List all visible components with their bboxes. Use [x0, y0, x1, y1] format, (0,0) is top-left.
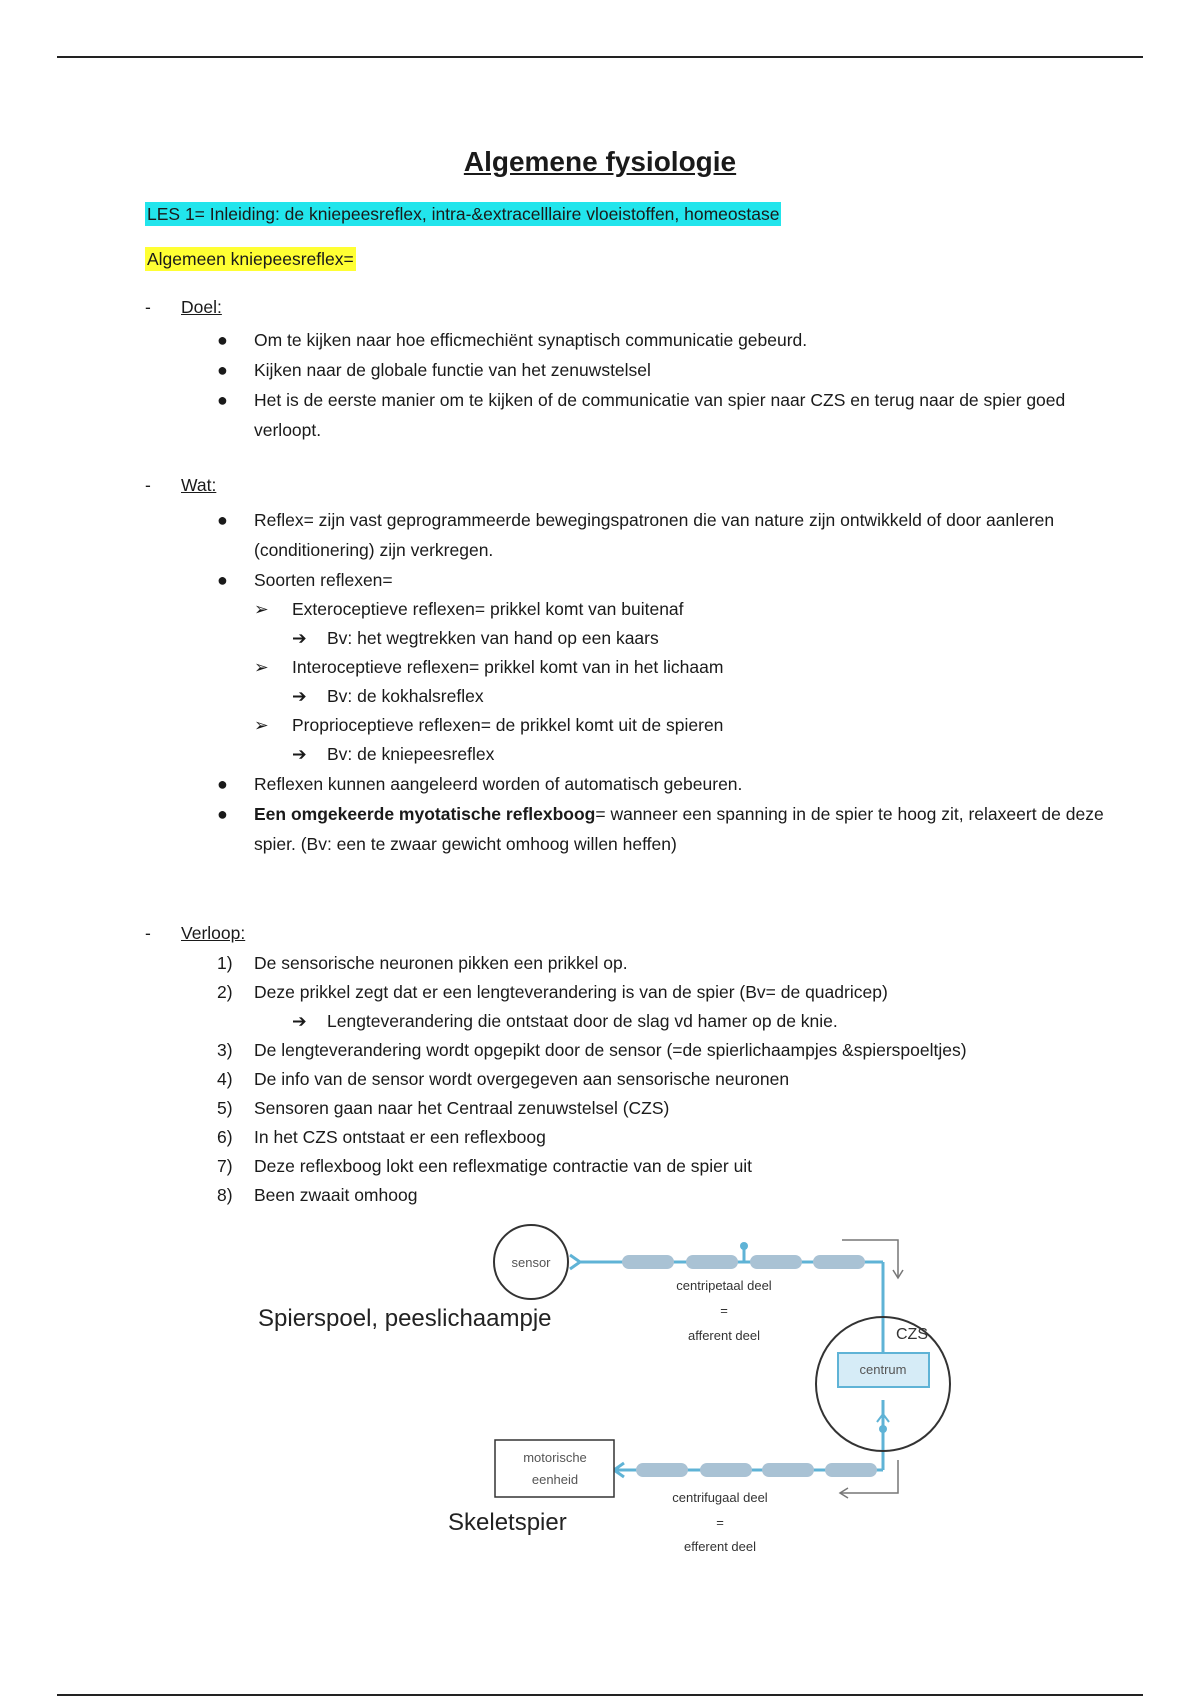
- centrifugal-label: centrifugaal deel: [672, 1490, 768, 1505]
- reflex-example: ➔ Bv: de kokhalsreflex: [205, 682, 1105, 711]
- step-item: 6) In het CZS ontstaat er een reflexboog: [217, 1127, 546, 1147]
- step-item: 7) Deze reflexboog lokt een reflexmatige contractie van de spier uit: [217, 1156, 753, 1176]
- node-marker: [879, 1425, 887, 1433]
- verloop-heading: - Verloop:: [145, 923, 246, 943]
- step-item: 5) Sensoren gaan naar het Centraal zenuwstelsel (CZS): [217, 1098, 670, 1118]
- efferent-segment: [636, 1463, 688, 1477]
- page-title: Algemene fysiologie: [463, 146, 737, 177]
- bullet-icon: ●: [217, 330, 228, 350]
- efferent-segment: [762, 1463, 814, 1477]
- bullet-icon: ●: [217, 390, 228, 410]
- list-item: ● Kijken naar de globale functie van het zenuwstelsel: [205, 355, 1105, 385]
- arrowhead-icon: ➢: [254, 657, 269, 677]
- reflex-type: ➢ Proprioceptieve reflexen= de prikkel komt uit de spieren: [205, 711, 1105, 740]
- reflex-example: ➔ Bv: de kniepeesreflex: [205, 740, 1105, 769]
- spierspoel-label: Spierspoel, peeslichaampje: [258, 1305, 552, 1332]
- arrow-right-icon: ➔: [292, 628, 307, 648]
- list-item: ● Het is de eerste manier om te kijken of de communicatie van spier naar CZS en terug naar de spier goed verloopt.: [205, 385, 1105, 445]
- afferent-segment: [622, 1255, 674, 1269]
- list-item: ● Reflex= zijn vast geprogrammeerde bewegingspatronen die van nature zijn ontwikkeld of door aanleren (conditionering) zijn verkregen.: [205, 505, 1105, 565]
- arrowhead-icon: ➢: [254, 599, 269, 619]
- arrowhead-icon: ➢: [254, 715, 269, 735]
- arrow-right-icon: ➔: [292, 744, 307, 764]
- step-item: 4) De info van de sensor wordt overgegeven aan sensorische neuronen: [217, 1069, 790, 1089]
- efferent-segment: [825, 1463, 877, 1477]
- bullet-icon: ●: [217, 570, 228, 590]
- step-item: 3) De lengteverandering wordt opgepikt door de sensor (=de spierlichaampjes &spierspoeltjes): [217, 1040, 967, 1060]
- motor-unit-box: [495, 1440, 614, 1497]
- section-heading: Algemeen kniepeesreflex=: [147, 249, 354, 269]
- step-item: 1) De sensorische neuronen pikken een prikkel op.: [217, 953, 628, 973]
- lesson-heading: LES 1= Inleiding: de kniepeesreflex, intra-&extracelllaire vloeistoffen, homeostase: [147, 204, 780, 224]
- wat-heading: - Wat:: [145, 475, 217, 495]
- list-item: ● Reflexen kunnen aangeleerd worden of automatisch gebeuren.: [205, 769, 1105, 799]
- step-note: ➔ Lengteverandering die ontstaat door de slag vd hamer op de knie.: [205, 1007, 1125, 1036]
- motor-unit-label-line2: eenheid: [531, 1472, 579, 1487]
- motor-unit-label-line1: motorische: [523, 1450, 587, 1465]
- afferent-segment: [750, 1255, 802, 1269]
- step-item: 8) Been zwaait omhoog: [217, 1185, 418, 1205]
- reflex-example: ➔ Bv: het wegtrekken van hand op een kaars: [205, 624, 1105, 653]
- list-item: ● Soorten reflexen=: [205, 565, 1105, 595]
- bullet-icon: ●: [217, 804, 228, 824]
- equals-sign: =: [720, 1303, 728, 1318]
- node-marker: [740, 1242, 748, 1250]
- bullet-icon: ●: [217, 774, 228, 794]
- reflex-type: ➢ Exteroceptieve reflexen= prikkel komt van buitenaf: [205, 595, 1105, 624]
- bottom-rule: [57, 1694, 1143, 1696]
- list-item: ● Om te kijken naar hoe efficmechiënt synaptisch communicatie gebeurd.: [205, 325, 1105, 355]
- sensor-connector-icon: [570, 1255, 580, 1269]
- efferent-label: efferent deel: [683, 1539, 757, 1554]
- sensor-label: sensor: [511, 1255, 551, 1270]
- arrow-right-icon: ➔: [292, 1011, 307, 1031]
- centrum-label: centrum: [859, 1362, 907, 1377]
- skeletspier-label: Skeletspier: [448, 1509, 567, 1536]
- arrow-right-icon: ➔: [292, 686, 307, 706]
- reflex-type: ➢ Interoceptieve reflexen= prikkel komt van in het lichaam: [205, 653, 1105, 682]
- equals-sign: =: [716, 1515, 724, 1530]
- czs-label: CZS: [896, 1326, 928, 1343]
- afferent-label: afferent deel: [687, 1328, 761, 1343]
- list-item: ● Een omgekeerde myotatische reflexboog= wanneer een spanning in de spier te hoog zit, relaxeert de deze spier. (Bv: een te zwaar gewicht omhoog willen heffen): [205, 799, 1105, 859]
- doel-heading: - Doel:: [145, 297, 222, 317]
- efferent-segment: [700, 1463, 752, 1477]
- afferent-segment: [686, 1255, 738, 1269]
- centripetal-label: centripetaal deel: [676, 1278, 772, 1293]
- bullet-icon: ●: [217, 510, 228, 530]
- step-item: 2) Deze prikkel zegt dat er een lengteverandering is van de spier (Bv= de quadricep): [217, 982, 888, 1002]
- bullet-icon: ●: [217, 360, 228, 380]
- afferent-segment: [813, 1255, 865, 1269]
